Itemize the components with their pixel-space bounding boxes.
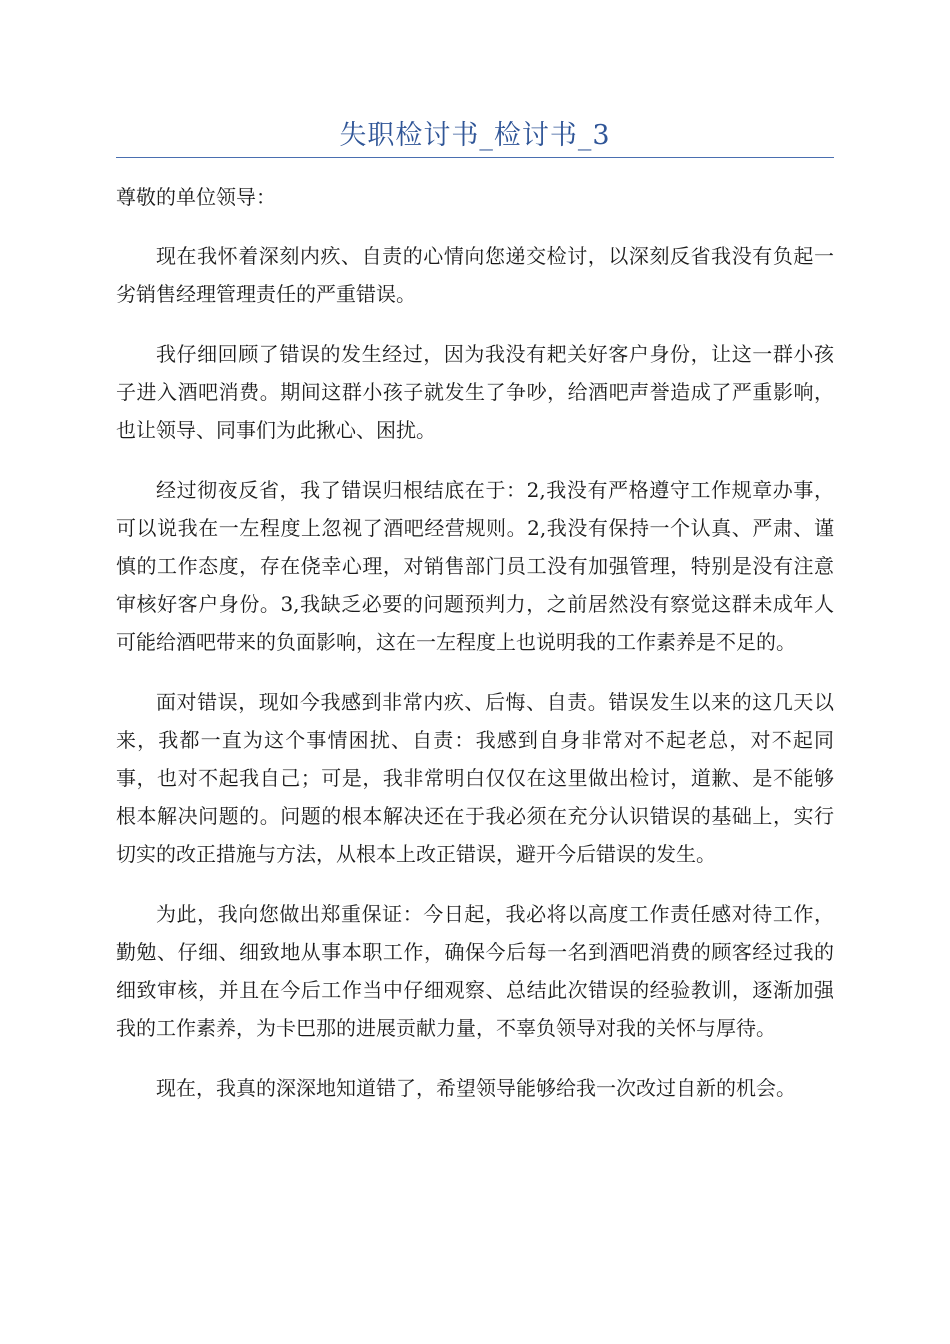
document-page xyxy=(116,0,834,1107)
paragraph-5: 为此，我向您做出郑重保证：今日起，我必将以高度工作责任感对待工作，勤勉、仔细、细致地从事本职工作，确保今后每一名到酒吧消费的顾客经过我的细致审核，并且在今后工作当中仔细观察、总结此次错误的经验教训，逐渐加强我的工作素养，为卡巴那的进展贡献力量，不辜负领导对我的关怀与厚待。 xyxy=(116,902,834,1040)
paragraph-4: 面对错误，现如今我感到非常内疚、后悔、自责。错误发生以来的这几天以来，我都一直为这个事情困扰、自责：我感到自身非常对不起老总，对不起同事，也对不起我自己；可是，我非常明白仅仅在这里做出检讨，道歉、是不能够根本解决问题的。问题的根本解决还在于我必须在充分认识错误的基础上，实行切实的改正措施与方法，从根本上改正错误，避开今后错误的发生。 xyxy=(116,690,834,866)
paragraph-6: 现在，我真的深深地知道错了，希望领导能够给我一次改过自新的机会。 xyxy=(156,1076,796,1100)
paragraph-2: 我仔细回顾了错误的发生经过，因为我没有耙关好客户身份，让这一群小孩子进入酒吧消费。期间这群小孩子就发生了争吵，给酒吧声誉造成了严重影响，也让领导、同事们为此揪心、困扰。 xyxy=(116,342,834,442)
title-underline xyxy=(116,157,834,158)
paragraph-1: 现在我怀着深刻内疚、自责的心情向您递交检讨，以深刻反省我没有负起一劣销售经理管理责任的严重错误。 xyxy=(116,244,834,306)
salutation: 尊敬的单位领导： xyxy=(116,185,276,209)
paragraph-3: 经过彻夜反省，我了错误归根结底在于：2,我没有严格遵守工作规章办事，可以说我在一左程度上忽视了酒吧经营规则。2,我没有保持一个认真、严肃、谨慎的工作态度，存在侥幸心理，对销售部门员工没有加强管理，特别是没有注意审核好客户身份。3,我缺乏必要的问题预判力，之前居然没有察觉这群未成年人可能给酒吧带来的负面影响，这在一左程度上也说明我的工作素养是不足的。 xyxy=(116,478,834,654)
document-title: 失职检讨书_检讨书_3 xyxy=(339,120,611,151)
